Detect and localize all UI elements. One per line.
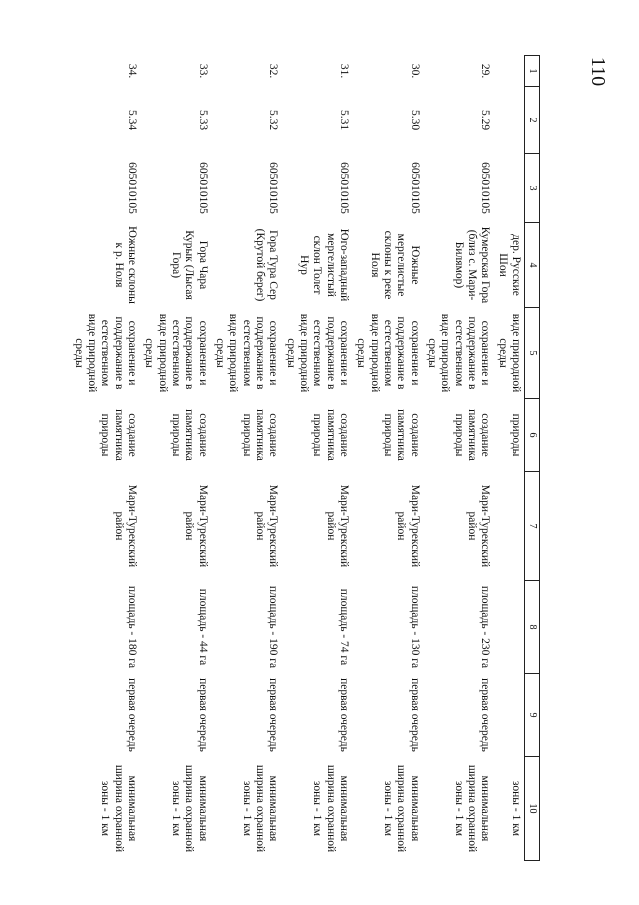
cell-num: 34. [126, 63, 139, 79]
cell-zone: минимальная ширина охранной зоны - 1 км [170, 764, 209, 853]
header-cell: 3 [525, 154, 540, 223]
cell-zone: минимальная ширина охранной зоны - 1 км [99, 764, 139, 853]
cell-area: площадь - 74 га [338, 588, 351, 666]
cell-purpose: сохранение и поддержание в естественном виде природной среды [284, 313, 351, 393]
cell-purpose: сохранение и поддержание в естественном виде природной среды [355, 313, 421, 393]
cell-num: 32. [267, 63, 280, 79]
cell-area [493, 581, 524, 674]
cell-priority: первая очередь [267, 678, 280, 752]
cell-name: Кумерская Гора (близ с. Мари-Билямор) [452, 226, 492, 304]
cell-purpose: виде природной среды [496, 313, 522, 393]
table-row [70, 56, 141, 861]
zones-table [70, 55, 541, 861]
cell-code [493, 87, 524, 154]
cell-code: 5.34 [126, 109, 139, 131]
header-cell: 8 [525, 581, 540, 674]
cell-action: создание памятника природы [452, 409, 492, 461]
cell-zone: минимальная ширина охранной зоны - 1 км [311, 764, 351, 853]
header-cell: 6 [525, 399, 540, 472]
cell-priority: первая очередь [408, 678, 421, 752]
header-cell: 1 [525, 56, 540, 87]
cell-code: 5.31 [338, 109, 351, 131]
cell-oktmo: 605010105 [267, 162, 280, 214]
cell-area: площадь - 180 га [126, 585, 139, 669]
cell-action: создание памятника природы [382, 409, 421, 461]
cell-district: Мари-Турекский район [466, 484, 492, 568]
cell-name: Гора Чара Курык (Лысая Гора) [170, 230, 209, 300]
cell-name: дер. Русские Шои [496, 234, 522, 296]
cell-action: природы [510, 413, 522, 457]
cell-num: 33. [196, 63, 209, 79]
cell-purpose: сохранение и поддержание в естественном виде природной среды [143, 313, 209, 393]
cell-area: площадь - 44 га [196, 588, 209, 666]
cell-code: 5.30 [408, 109, 421, 131]
cell-district: Мари-Турекский район [254, 484, 280, 568]
cell-area: площадь - 230 га [479, 585, 492, 669]
cell-district: Мари-Турекский район [395, 484, 421, 568]
header-cell: 2 [525, 87, 540, 154]
continuation-row [493, 56, 524, 861]
cell-purpose: сохранение и поддержание в естественном виде природной среды [426, 313, 492, 393]
cell-action: создание памятника природы [99, 409, 139, 461]
table-row [140, 56, 211, 861]
cell-num: 29. [479, 63, 492, 79]
cell-district: Мари-Турекский район [183, 484, 209, 568]
header-cell: 4 [525, 223, 540, 308]
cell-code: 5.29 [479, 109, 492, 131]
cell-priority: первая очередь [126, 678, 139, 752]
cell-purpose: сохранение и поддержание в естественном виде природной среды [214, 313, 280, 393]
cell-priority: первая очередь [196, 678, 209, 752]
cell-priority: первая очередь [338, 678, 351, 752]
cell-district: Мари-Турекский район [112, 484, 139, 568]
cell-area: площадь - 190 га [267, 585, 280, 669]
cell-name: Гора Тура Сер (Крутой берег) [254, 228, 280, 302]
cell-purpose: сохранение и поддержание в естественном виде природной среды [72, 313, 139, 393]
cell-code: 5.33 [196, 109, 209, 131]
cell-oktmo: 605010105 [479, 162, 492, 214]
cell-area: площадь - 130 га [408, 585, 421, 669]
header-cell: 9 [525, 674, 540, 757]
cell-district [493, 472, 524, 581]
header-cell: 7 [525, 472, 540, 581]
cell-zone: зоны - 1 км [510, 780, 522, 837]
cell-district: Мари-Турекский район [324, 484, 351, 568]
cell-oktmo: 605010105 [408, 162, 421, 214]
cell-oktmo: 605010105 [338, 162, 351, 214]
cell-zone: минимальная ширина охранной зоны - 1 км [452, 764, 492, 853]
cell-name: Южные мергелистые склоны к реке Ноля [368, 230, 421, 300]
cell-oktmo: 605010105 [196, 162, 209, 214]
cell-zone: минимальная ширина охранной зоны - 1 км [240, 764, 280, 853]
cell-action: создание памятника природы [311, 409, 351, 461]
cell-zone: минимальная ширина охранной зоны - 1 км [382, 764, 421, 853]
header-cell: 5 [525, 308, 540, 399]
cell-num [493, 56, 524, 87]
cell-code: 5.32 [267, 109, 280, 131]
header-cell: 10 [525, 757, 540, 861]
cell-action: создание памятника природы [170, 409, 209, 461]
table-header [525, 56, 540, 861]
cell-num: 30. [408, 63, 421, 79]
cell-name: Южные склоны к р. Ноля [112, 226, 139, 304]
cell-name: Юго-западный мергелистый склон Толет Нур [298, 228, 351, 302]
table-row [352, 56, 423, 861]
page-number: 110 [586, 56, 609, 87]
cell-action: создание памятника природы [240, 409, 280, 461]
cell-priority: первая очередь [479, 678, 492, 752]
table-row [281, 56, 352, 861]
cell-oktmo [493, 154, 524, 223]
cell-priority [493, 674, 524, 757]
cell-oktmo: 605010105 [126, 162, 139, 214]
cell-num: 31. [338, 63, 351, 79]
table-row [211, 56, 282, 861]
table-row [423, 56, 494, 861]
